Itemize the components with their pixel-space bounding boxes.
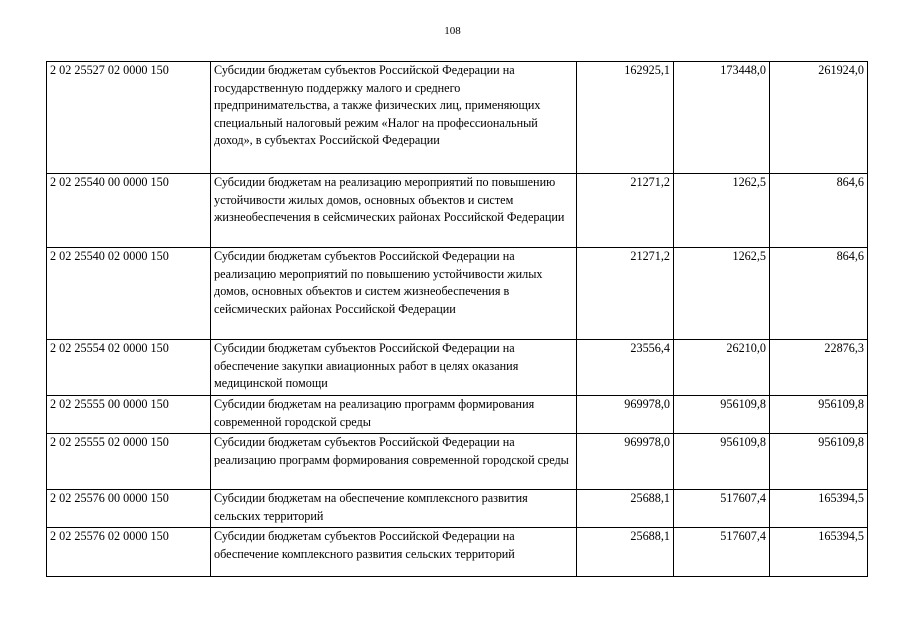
table-row	[47, 340, 868, 396]
amount-cell-2: 1262,5	[674, 248, 770, 340]
table-row	[47, 528, 868, 577]
amount-cell-2: 517607,4	[674, 528, 770, 577]
amount-cell-2: 173448,0	[674, 62, 770, 174]
table-row	[47, 62, 868, 174]
budget-name-cell: Субсидии бюджетам на обеспечение комплексного развития сельских территорий	[211, 490, 577, 528]
amount-cell-1: 25688,1	[577, 490, 674, 528]
budget-code-cell: 2 02 25576 02 0000 150	[47, 528, 211, 577]
budget-name-cell: Субсидии бюджетам на реализацию мероприятий по повышению устойчивости жилых домов, основных объектов и систем жизнеобеспечения в сейсмических районах Российской Федерации	[211, 174, 577, 248]
amount-cell-1: 25688,1	[577, 528, 674, 577]
amount-cell-2: 1262,5	[674, 174, 770, 248]
amount-cell-1: 23556,4	[577, 340, 674, 396]
amount-cell-3: 956109,8	[770, 396, 868, 434]
amount-cell-3: 864,6	[770, 174, 868, 248]
amount-cell-1: 162925,1	[577, 62, 674, 174]
budget-name-cell: Субсидии бюджетам на реализацию программ формирования современной городской среды	[211, 396, 577, 434]
budget-code-cell: 2 02 25576 00 0000 150	[47, 490, 211, 528]
amount-cell-1: 969978,0	[577, 434, 674, 490]
amount-cell-1: 21271,2	[577, 174, 674, 248]
budget-name-cell: Субсидии бюджетам субъектов Российской Федерации на обеспечение комплексного развития сельских территорий	[211, 528, 577, 577]
budget-name-cell: Субсидии бюджетам субъектов Российской Федерации на государственную поддержку малого и среднего предпринимательства, а также физических лиц, применяющих специальный налоговый режим «Налог на профессиональный доход», в субъектах Российской Федерации	[211, 62, 577, 174]
budget-code-cell: 2 02 25555 02 0000 150	[47, 434, 211, 490]
budget-name-cell: Субсидии бюджетам субъектов Российской Федерации на обеспечение закупки авиационных работ в целях оказания медицинской помощи	[211, 340, 577, 396]
table-row	[47, 396, 868, 434]
amount-cell-3: 165394,5	[770, 490, 868, 528]
table-row	[47, 434, 868, 490]
amount-cell-3: 956109,8	[770, 434, 868, 490]
table-row	[47, 490, 868, 528]
amount-cell-1: 969978,0	[577, 396, 674, 434]
budget-name-cell: Субсидии бюджетам субъектов Российской Федерации на реализацию программ формирования современной городской среды	[211, 434, 577, 490]
amount-cell-2: 956109,8	[674, 396, 770, 434]
amount-cell-3: 261924,0	[770, 62, 868, 174]
budget-code-cell: 2 02 25555 00 0000 150	[47, 396, 211, 434]
budget-code-cell: 2 02 25527 02 0000 150	[47, 62, 211, 174]
budget-name-cell: Субсидии бюджетам субъектов Российской Федерации на реализацию мероприятий по повышению устойчивости жилых домов, основных объектов и систем жизнеобеспечения в сейсмических районах Российской Федерации	[211, 248, 577, 340]
amount-cell-3: 864,6	[770, 248, 868, 340]
amount-cell-2: 517607,4	[674, 490, 770, 528]
amount-cell-3: 22876,3	[770, 340, 868, 396]
budget-code-cell: 2 02 25554 02 0000 150	[47, 340, 211, 396]
budget-code-cell: 2 02 25540 00 0000 150	[47, 174, 211, 248]
amount-cell-2: 956109,8	[674, 434, 770, 490]
page-number: 108	[444, 25, 461, 37]
amount-cell-2: 26210,0	[674, 340, 770, 396]
table-row	[47, 174, 868, 248]
table-row	[47, 248, 868, 340]
budget-table	[46, 61, 868, 577]
budget-code-cell: 2 02 25540 02 0000 150	[47, 248, 211, 340]
amount-cell-3: 165394,5	[770, 528, 868, 577]
amount-cell-1: 21271,2	[577, 248, 674, 340]
